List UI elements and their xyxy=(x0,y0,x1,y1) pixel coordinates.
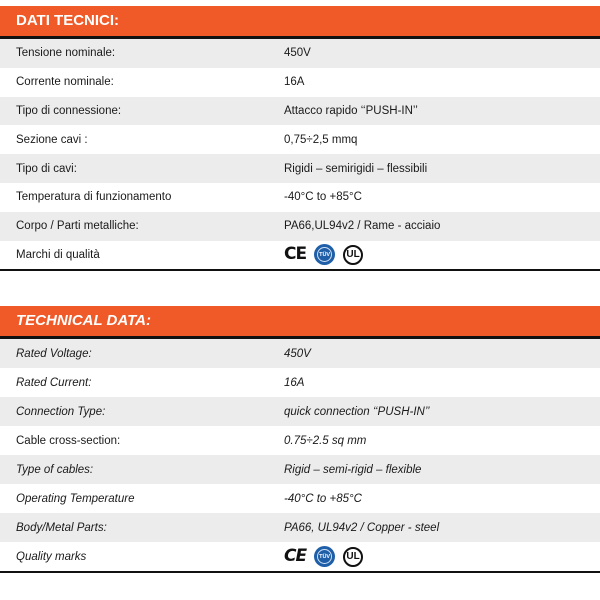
ce-mark-icon: CE xyxy=(284,546,307,566)
tuv-mark-text: TÜV xyxy=(319,553,331,560)
spec-row xyxy=(0,39,600,68)
ul-mark-icon: UL xyxy=(343,547,363,567)
spec-value: Rigidi – semirigidi – flessibili xyxy=(284,162,428,175)
tuv-mark-text: TÜV xyxy=(319,251,331,258)
spec-label: Tipo di connessione: xyxy=(16,104,122,117)
spec-row xyxy=(0,212,600,241)
spec-row xyxy=(0,97,600,126)
spec-value: 450V xyxy=(284,47,311,60)
spec-label: Rated Voltage: xyxy=(16,347,92,360)
spec-value: quick connection ‘‘PUSH-IN’’ xyxy=(284,405,430,418)
spec-row xyxy=(0,484,600,513)
section-technical-data xyxy=(0,306,600,573)
spec-value: 0.75÷2.5 sq mm xyxy=(284,434,367,447)
section-dati-tecnici xyxy=(0,6,600,271)
spec-value: -40°C to +85°C xyxy=(284,191,362,204)
ce-mark-icon: CE xyxy=(284,244,307,265)
spec-value: -40°C to +85°C xyxy=(284,492,362,505)
spec-label: Quality marks xyxy=(16,550,87,563)
spec-label: Corrente nominale: xyxy=(16,76,114,89)
spec-value: 0,75÷2,5 mmq xyxy=(284,133,358,146)
tuv-mark-icon xyxy=(314,244,335,265)
spec-value: Rigid – semi-rigid – flexible xyxy=(284,463,422,476)
spec-row-quality-marks xyxy=(0,542,600,571)
quality-marks xyxy=(268,546,600,567)
ul-mark-icon: UL xyxy=(343,245,363,265)
spec-row xyxy=(0,368,600,397)
spec-row xyxy=(0,339,600,368)
spec-value: PA66, UL94v2 / Copper - steel xyxy=(284,521,440,534)
spec-label: Marchi di qualità xyxy=(16,248,100,261)
spec-label: Sezione cavi : xyxy=(16,133,88,146)
spec-label: Operating Temperature xyxy=(16,492,135,505)
quality-marks xyxy=(268,244,600,265)
spec-row xyxy=(0,125,600,154)
section-header: DATI TECNICI: xyxy=(0,6,600,36)
spec-row-quality-marks xyxy=(0,241,600,270)
spec-label: Body/Metal Parts: xyxy=(16,521,107,534)
spec-label: Temperatura di funzionamento xyxy=(16,191,172,204)
spec-row xyxy=(0,68,600,97)
spec-value: PA66,UL94v2 / Rame - acciaio xyxy=(284,220,441,233)
spec-value: 450V xyxy=(284,347,311,360)
spec-value: 16A xyxy=(284,76,305,89)
spec-row xyxy=(0,513,600,542)
section-bottom-rule xyxy=(0,571,600,573)
spec-label: Cable cross-section: xyxy=(16,434,121,447)
spec-label: Type of cables: xyxy=(16,463,94,476)
tuv-mark-icon xyxy=(314,546,335,567)
spec-row xyxy=(0,183,600,212)
spec-label: Connection Type: xyxy=(16,405,106,418)
spec-row xyxy=(0,426,600,455)
spec-value: 16A xyxy=(284,376,305,389)
spec-row xyxy=(0,455,600,484)
spec-label: Corpo / Parti metalliche: xyxy=(16,220,139,233)
spec-label: Rated Current: xyxy=(16,376,92,389)
spec-value: Attacco rapido ‘‘PUSH-IN’’ xyxy=(284,104,418,117)
section-bottom-rule xyxy=(0,269,600,271)
spec-row xyxy=(0,154,600,183)
spec-label: Tensione nominale: xyxy=(16,47,116,60)
spec-label: Tipo di cavi: xyxy=(16,162,77,175)
spec-row xyxy=(0,397,600,426)
section-header: TECHNICAL DATA: xyxy=(0,306,600,336)
